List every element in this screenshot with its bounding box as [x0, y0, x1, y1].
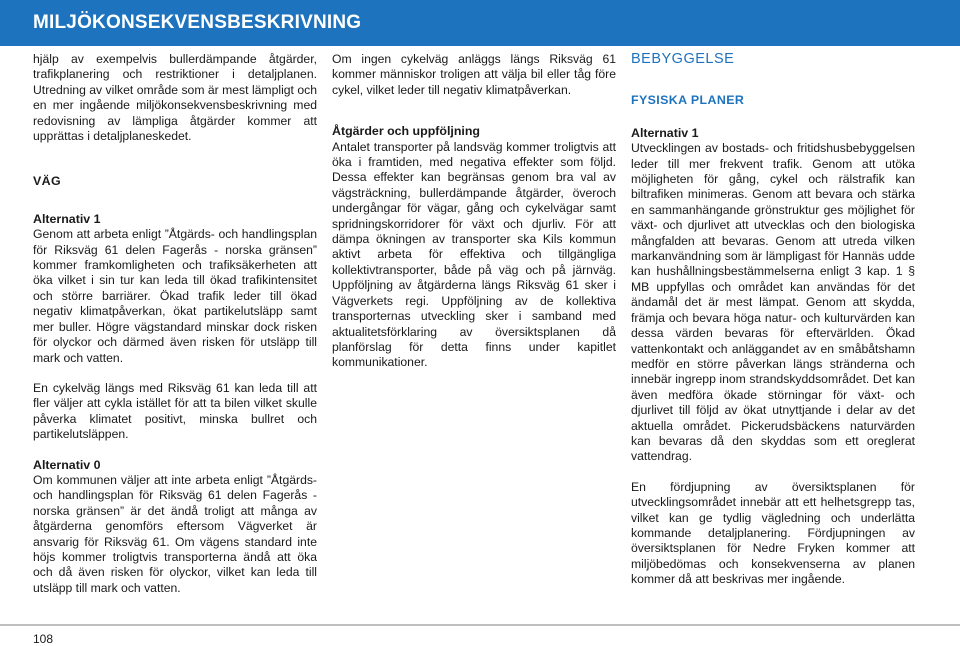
intro-paragraph: hjälp av exempelvis bullerdämpande åtgärder, trafikplanering och restriktioner i detaljplanen. Utredning av vilket område som är mest lämpligt och en mer ingående miljökonsekvensbeskrivning med redovisning av lämpliga åtgärder kommer att upprättas i detaljplaneskedet.	[33, 52, 317, 144]
page-number: 108	[33, 632, 54, 646]
page-header	[0, 0, 960, 46]
alt1-heading: Alternativ 1	[33, 211, 101, 226]
measures-paragraph: Antalet transporter på landsväg kommer troligtvis att öka i framtiden, med negativa effekter som följd. Dessa effekter kan begränsas genom bra val av vägsträckning, bullerdämpande åtgärder, överoch undergångar för vägar, gång och cykelvägar samt spridningskorridorer för växt och djurliv. För att dämpa ökningen av transporter ska Kils kommun aktivt arbeta för effektiva och tillgängliga kollektivtransporter, både på väg och på järnväg. Uppföljning av åtgärderna längs Riksväg 61 sker i Vägverkets regi. Uppföljning av de kollektiva transporternas utveckling sker i samband med aktualitetsförklaring av översiktsplanen då planförslag för detta finns under kapitlet kommunikationer.	[332, 139, 616, 370]
page-title: MILJÖKONSEKVENSBESKRIVNING	[33, 12, 362, 33]
section-heading-vag: VÄG	[33, 174, 62, 189]
alt1-paragraph: Utvecklingen av bostads- och fritidshusbebyggelsen leder till mer frekvent trafik. Genom att utöka möjligheten för gång, cykel och rälstrafik kan biltrafiken minimeras. Genom att bevara och stärka en sammanhängande grönstruktur ges möjlighet för växt- och djurlivet att utvecklas och den biologiska mångfalden att bevaras. Genom att utreda vilken markanvändning som är lämpligast för Hannäs udde kan hushållningsbestämmelserna enligt 3 kap. 1 § MB uppfyllas och området kan användas för det ändamål det är mest lämpat. Genom att skydda, främja och bevara höga natur- och kulturvärden kan dessa värden bevaras för eftervärlden. Ökad vattenkontakt och anläggandet av en småbåtshamn medför en större påverkan längs stränderna och innebär ingrepp inom strandskyddsområdet. Det kan även medföra ökade störningar för växt- och djurlivet till följd av ökat utnyttjande i delar av det aktuella området. Pickerudsbäckens naturvärden kan bevaras då den skyddas som ett oreglerat vattendrag.	[631, 141, 915, 464]
column-left	[33, 52, 317, 596]
column-middle	[332, 52, 616, 371]
footer-divider	[0, 624, 960, 626]
subheading-fysiska-planer: FYSISKA PLANER	[631, 93, 745, 108]
alt0-heading: Alternativ 0	[33, 457, 101, 472]
section-heading-bebyggelse: BEBYGGELSE	[631, 51, 735, 67]
cycle-paragraph: En cykelväg längs med Riksväg 61 kan leda till att fler väljer att cykla istället för att ta bilen vilket skulle påverka klimatet positivt, minska bullret och partikelutsläppen.	[33, 380, 317, 442]
measures-heading: Åtgärder och uppföljning	[332, 124, 480, 139]
alt1-paragraph: Genom att arbeta enligt ”Åtgärds- och handlingsplan för Riksväg 61 delen Fagerås - norska gränsen” kommer framkomligheten och trafiksäkerheten att öka vilket i sin tur kan leda till ökad trafikintensitet och större barriärer. Ökad trafik leder till ökad negativ klimatpåverkan, ökat partikelutsläpp samt mer buller. Högre vägstandard minskar dock risken för olyckor och därmed även risken för utsläpp till mark och vatten.	[33, 227, 317, 365]
alt1-heading: Alternativ 1	[631, 125, 699, 140]
column-right	[631, 52, 915, 588]
alt0-paragraph: Om kommunen väljer att inte arbeta enligt ”Åtgärds- och handlingsplan för Riksväg 61 delen Fagerås - norska gränsen” är det ändå troligt att många av åtgärderna genomförs eftersom Vägverket är ansvarig för Riksväg 61. Om vägens standard inte höjs kommer troligtvis transporterna ändå att öka och då även risken för olyckor, vilket kan leda till utsläpp till mark och vatten.	[33, 472, 317, 595]
intro-paragraph: Om ingen cykelväg anläggs längs Riksväg 61 kommer människor troligen att välja bil eller tåg före cykel, vilket leder till negativ klimatpåverkan.	[332, 52, 616, 97]
outro-paragraph: En fördjupning av översiktsplanen för utvecklingsområdet innebär att ett helhetsgrepp tas, vilket kan ge tydlig vägledning och underlätta kommande detaljplanering. Fördjupningen av översiktsplanen för Nedre Fryken kommer att miljöbedömas och konsekvenserna av planen kommer då att beskrivas mer ingående.	[631, 479, 915, 587]
